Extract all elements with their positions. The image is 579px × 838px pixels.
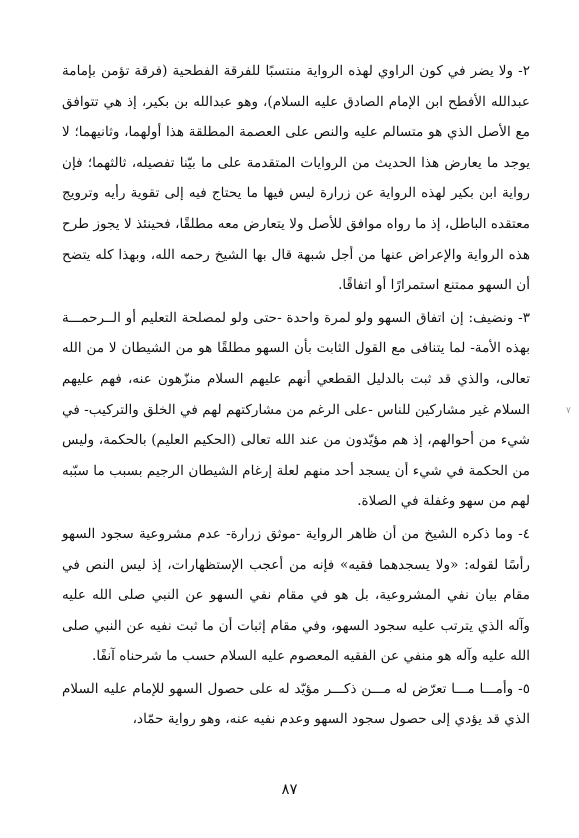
paragraph-point-4: ٤- وما ذكره الشيخ من أن ظاهر الرواية -موثق زرارة- عدم مشروعية سجود السهو رأسًا لقوله: «ولا يسجدهما فقيه» فإنه من أعجب الإستظهارات، إذ ليس النص في مقام بيان نفي المشروعية، بل هو في مقام نفي السهو عن النبي صلى الله عليه وآله الذي يترتب عليه سجود السهو، وفي مقام إثبات أن ما ثبت نفيه عن النبي صلى الله عليه وآله هو منفي عن الفقيه المعصوم عليه السلام حسب ما شرحناه آنفًا. [62, 525, 530, 665]
paragraph-point-2: ٢- ولا يضر في كون الراوي لهذه الرواية منتسبًا للفرقة الفطحية (فرقة تؤمن بإمامة عبدالله الأفطح ابن الإمام الصادق عليه السلام)، وهو عبدالله بن بكير، إذ هي تتوافق مع الأصل الذي هو متسالم عليه والنص على العصمة المطلقة هذا أولهما، وثانيهما؛ لا يوجد ما يعارض هذا الحديث من الروايات المتقدمة على ما بيّنا تفصيله، ثالثهما؛ فإن رواية ابن بكير لهذه الرواية عن زرارة ليس فيها ما يحتاج فيه إلى تقوية رأيه وترويج معتقده الباطل، إذ ما رواه موافق للأصل ولا يتعارض معه مطلقًا، فحينئذ لا يجوز طرح هذه الرواية والإعراض عنها من أجل شبهة قال بها الشيخ رحمه الله، وبهذا كله يتضح أن السهو ممتنع استمرارًا أو اتفاقًا. [62, 63, 530, 294]
document-body [62, 56, 530, 737]
paragraph-point-3: ٣- ونضيف: إن اتفاق السهو ولو لمرة واحدة -حتى ولو لمصلحة التعليم أو الــرحمـــة بهذه الأمة- لما يتنافى مع القول الثابت بأن السهو مطلقًا هو من الشيطان لا من الله تعالى، والذي قد ثبت بالدليل القطعي أنهم عليهم السلام منزّهون عنه، فهم عليهم السلام غير مشاركين للناس -على الرغم من مشاركتهم لهم في الخلق والتركيب- في شيء من أحوالهم، إذ هم مؤيّدون من عند الله تعالى (الحكيم العليم) بالحكمة، وليس من الحكمة في شيء أن يسجد أحد منهم لعلة إرغام الشيطان الرجيم بسبب ما سبّبه لهم من سهو وغفلة في الصلاة. [62, 309, 530, 510]
margin-mark: ٧ [566, 406, 571, 416]
paragraph-point-5: ٥- وأمـــا مـــا تعرّض له مـــن ذكـــر مؤيّد له على حصول السهو للإمام عليه السلام الذي قد يؤدي إلى حصول سجود السهو وعدم نفيه عنه، وهو رواية حمّاد، [62, 680, 530, 728]
page-number: ٨٧ [281, 780, 298, 798]
